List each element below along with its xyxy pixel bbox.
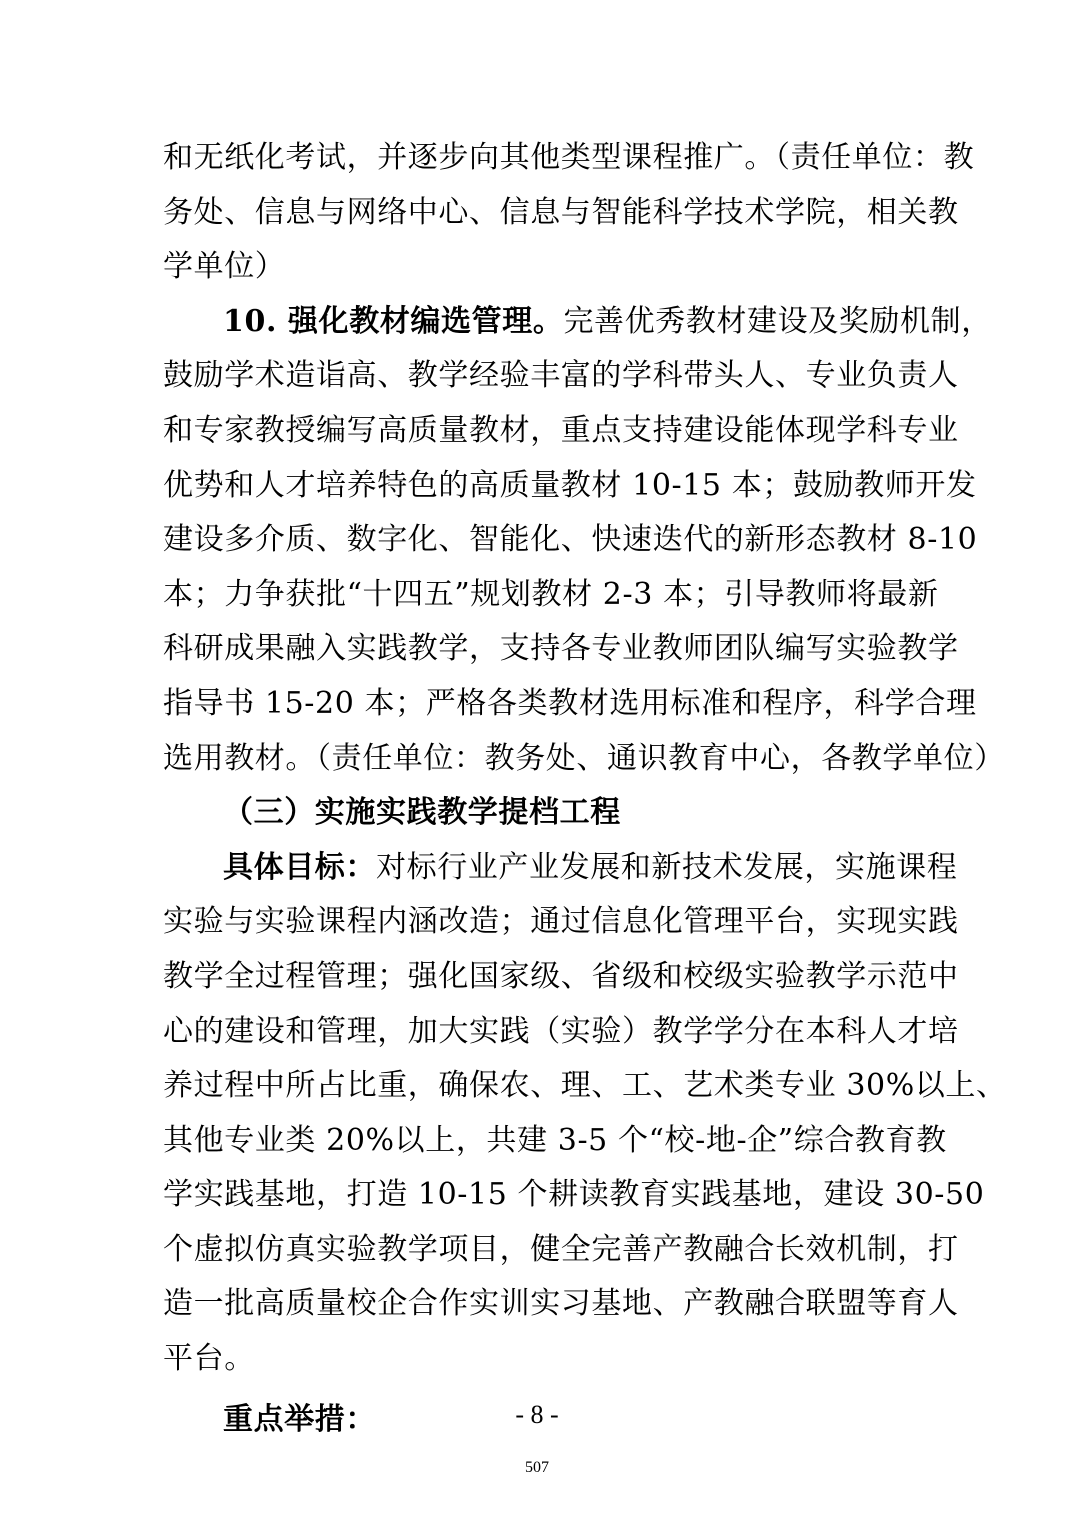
body-line: 养过程中所占比重，确保农、理、工、艺术类专业 30%以上、 (163, 1068, 1007, 1104)
item-10-first-line (163, 295, 992, 350)
body-line: 和专家教授编写高质量教材，重点支持建设能体现学科专业 (163, 412, 959, 448)
document-body (163, 131, 1007, 1447)
body-line: 造一批高质量校企合作实训实习基地、产教融合联盟等育人 (163, 1286, 959, 1322)
measures-label: 重点举措： (223, 1401, 376, 1437)
page-number: - 8 - (515, 1400, 559, 1429)
body-line: 心的建设和管理，加大实践（实验）教学学分在本科人才培 (163, 1013, 959, 1049)
goals-text: 对标行业产业发展和新技术发展，实施课程 (376, 849, 958, 885)
body-line: 实验与实验课程内涵改造；通过信息化管理平台，实现实践 (163, 904, 959, 940)
body-line: 建设多介质、数字化、智能化、快速迭代的新形态教材 8-10 (163, 522, 978, 558)
body-line: 务处、信息与网络中心、信息与智能科学技术学院，相关教 (163, 194, 959, 230)
goals-first-line (163, 841, 958, 896)
archive-number: 507 (525, 1459, 549, 1476)
body-line: 平台。 (163, 1341, 255, 1377)
body-line: 选用教材。（责任单位：教务处、通识教育中心，各教学单位） (163, 740, 1005, 776)
body-line: 教学全过程管理；强化国家级、省级和校级实验教学示范中 (163, 958, 959, 994)
body-line: 其他专业类 20%以上，共建 3-5 个“校-地-企”综合教育教 (163, 1122, 947, 1158)
body-line: 本；力争获批“十四五”规划教材 2-3 本；引导教师将最新 (163, 576, 939, 612)
goals-label: 具体目标： (223, 849, 376, 885)
section-heading: （三）实施实践教学提档工程 (223, 795, 621, 831)
body-line: 优势和人才培养特色的高质量教材 10-15 本；鼓励教师开发 (163, 467, 977, 503)
body-line: 学实践基地，打造 10-15 个耕读教育实践基地，建设 30-50 (163, 1177, 985, 1213)
body-line: 指导书 15-20 本；严格各类教材选用标准和程序，科学合理 (163, 685, 977, 721)
body-line: 鼓励学术造诣高、教学经验丰富的学科带头人、专业负责人 (163, 358, 959, 394)
item-10-text: 完善优秀教材建设及奖励机制， (563, 303, 992, 339)
body-line: 科研成果融入实践教学，支持各专业教师团队编写实验教学 (163, 631, 959, 667)
body-line: 个虚拟仿真实验教学项目，健全完善产教融合长效机制，打 (163, 1231, 959, 1267)
body-line: 学单位） (163, 249, 286, 285)
item-10-heading: 10. 强化教材编选管理。 (223, 303, 564, 339)
body-line: 和无纸化考试，并逐步向其他类型课程推广。（责任单位：教 (163, 140, 975, 175)
